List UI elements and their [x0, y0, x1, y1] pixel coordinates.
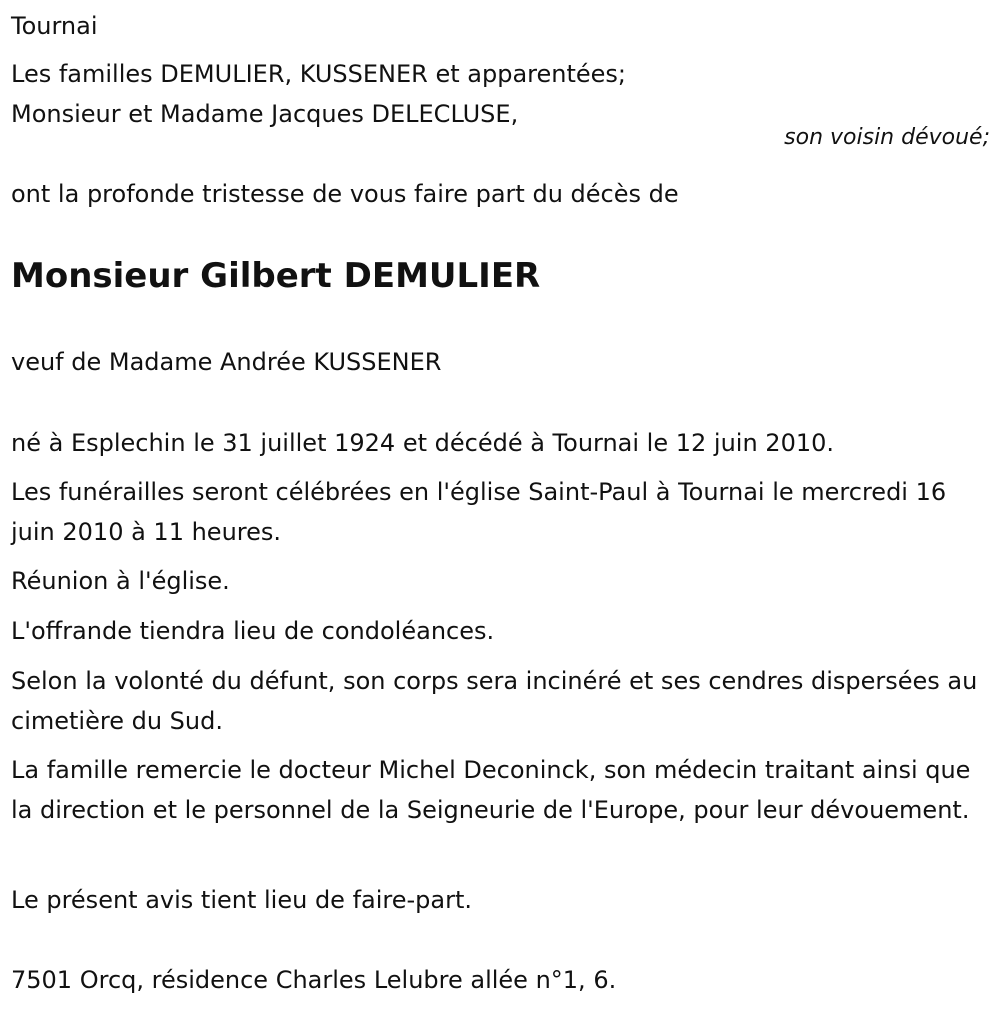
deceased-name: Monsieur Gilbert DEMULIER	[11, 256, 541, 296]
location-line: Tournai	[11, 12, 98, 40]
meeting-line: Réunion à l'église.	[11, 567, 230, 595]
neighbor-note: son voisin dévoué;	[784, 125, 990, 150]
widower-line: veuf de Madame Andrée KUSSENER	[11, 348, 442, 376]
thanks-paragraph: La famille remercie le docteur Michel Deconinck, son médecin traitant ainsi que la direction et le personnel de la Seigneurie de l'Europe, pour leur dévouement.	[11, 756, 971, 824]
notice-line: Le présent avis tient lieu de faire-part.	[11, 886, 473, 914]
families-line-2: Monsieur et Madame Jacques DELECLUSE,	[11, 100, 519, 128]
cremation-paragraph: Selon la volonté du défunt, son corps sera inciné​ré et ses cendres dispersées au cimetière du Sud.	[11, 667, 978, 735]
funeral-paragraph: Les funérailles seront célébrées en l'église Saint-Paul à Tournai le mercredi 16 juin 2010 à 11 heures.	[11, 478, 947, 546]
birth-death-line: né à Esplechin le 31 juillet 1924 et décédé à Tournai le 12 juin 2010.	[11, 429, 835, 457]
announcement-line: ont la profonde tristesse de vous faire part du décès de	[11, 180, 679, 208]
families-line-1: Les familles DEMULIER, KUSSENER et apparentées;	[11, 60, 626, 88]
offering-line: L'offrande tiendra lieu de condoléances.	[11, 617, 495, 645]
address-line: 7501 Orcq, résidence Charles Lelubre allée n°1, 6.	[11, 966, 617, 994]
